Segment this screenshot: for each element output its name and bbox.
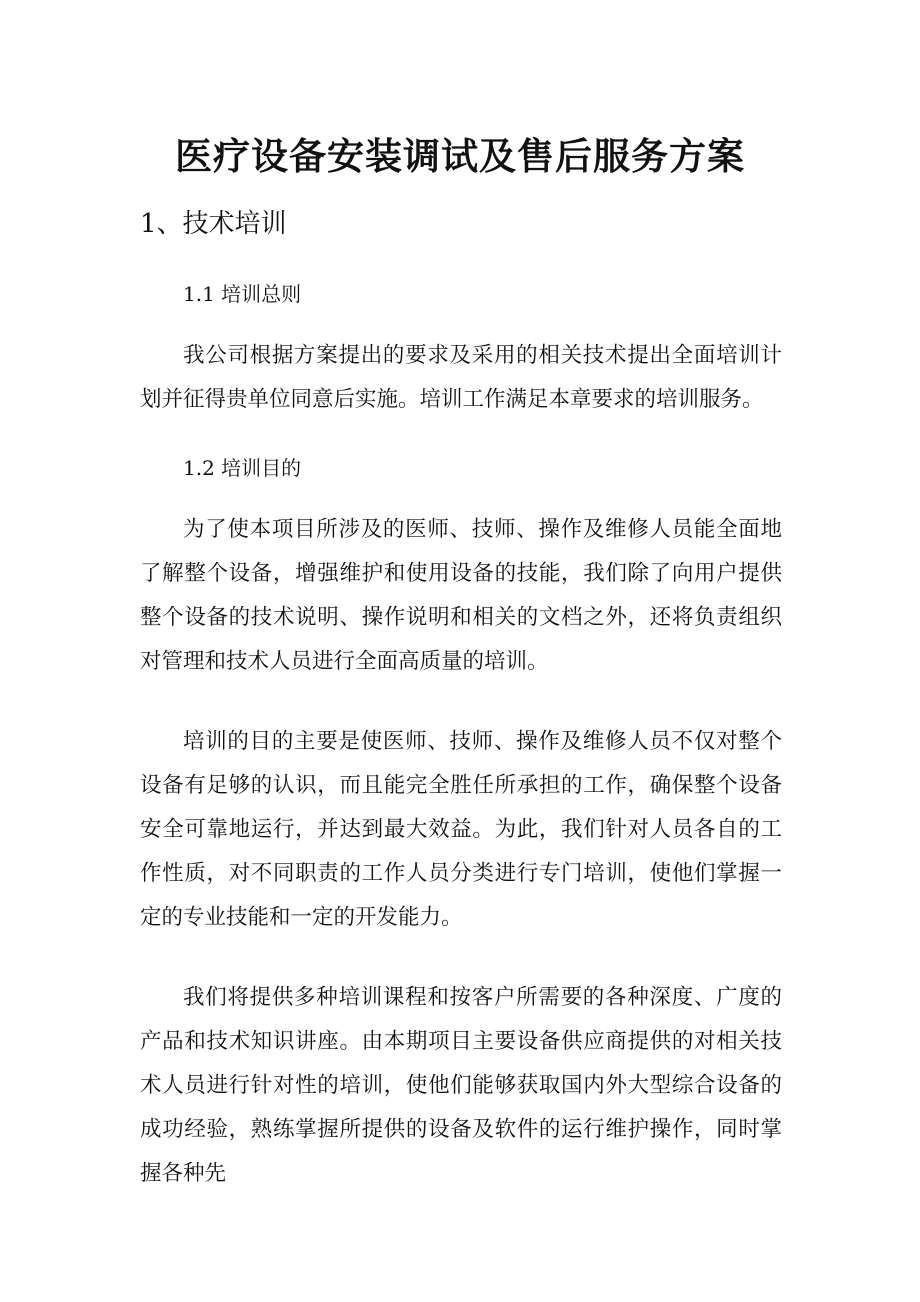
subsection-heading-training-principles: 1.1 培训总则 (183, 282, 302, 306)
paragraph-training-principles: 我公司根据方案提出的要求及采用的相关技术提出全面培训计划并征得贵单位同意后实施。培训工作满足本章要求的培训服务。 (140, 343, 782, 412)
paragraph-training-purpose-2: 培训的目的主要是使医师、技师、操作及维修人员不仅对整个设备有足够的认识，而且能完全胜任所承担的工作，确保整个设备安全可靠地运行，并达到最大效益。为此，我们针对人员各自的工作性质，对不同职责的工作人员分类进行专门培训，使他们掌握一定的专业技能和一定的开发能力。 (140, 729, 782, 930)
paragraph-training-purpose-1: 为了使本项目所涉及的医师、技师、操作及维修人员能全面地了解整个设备，增强维护和使用设备的技能，我们除了向用户提供整个设备的技术说明、操作说明和相关的文档之外，还将负责组织对管理和技术人员进行全面高质量的培训。 (140, 517, 782, 674)
section-heading-technical-training: 1、技术培训 (140, 209, 287, 239)
document-title: 医疗设备安装调试及售后服务方案 (175, 134, 745, 178)
subsection-heading-training-purpose: 1.2 培训目的 (183, 456, 302, 480)
paragraph-training-purpose-3: 我们将提供多种培训课程和按客户所需要的各种深度、广度的产品和技术知识讲座。由本期项目主要设备供应商提供的对相关技术人员进行针对性的培训，使他们能够获取国内外大型综合设备的成功经验，熟练掌握所提供的设备及软件的运行维护操作，同时掌握各种先 (140, 985, 782, 1186)
